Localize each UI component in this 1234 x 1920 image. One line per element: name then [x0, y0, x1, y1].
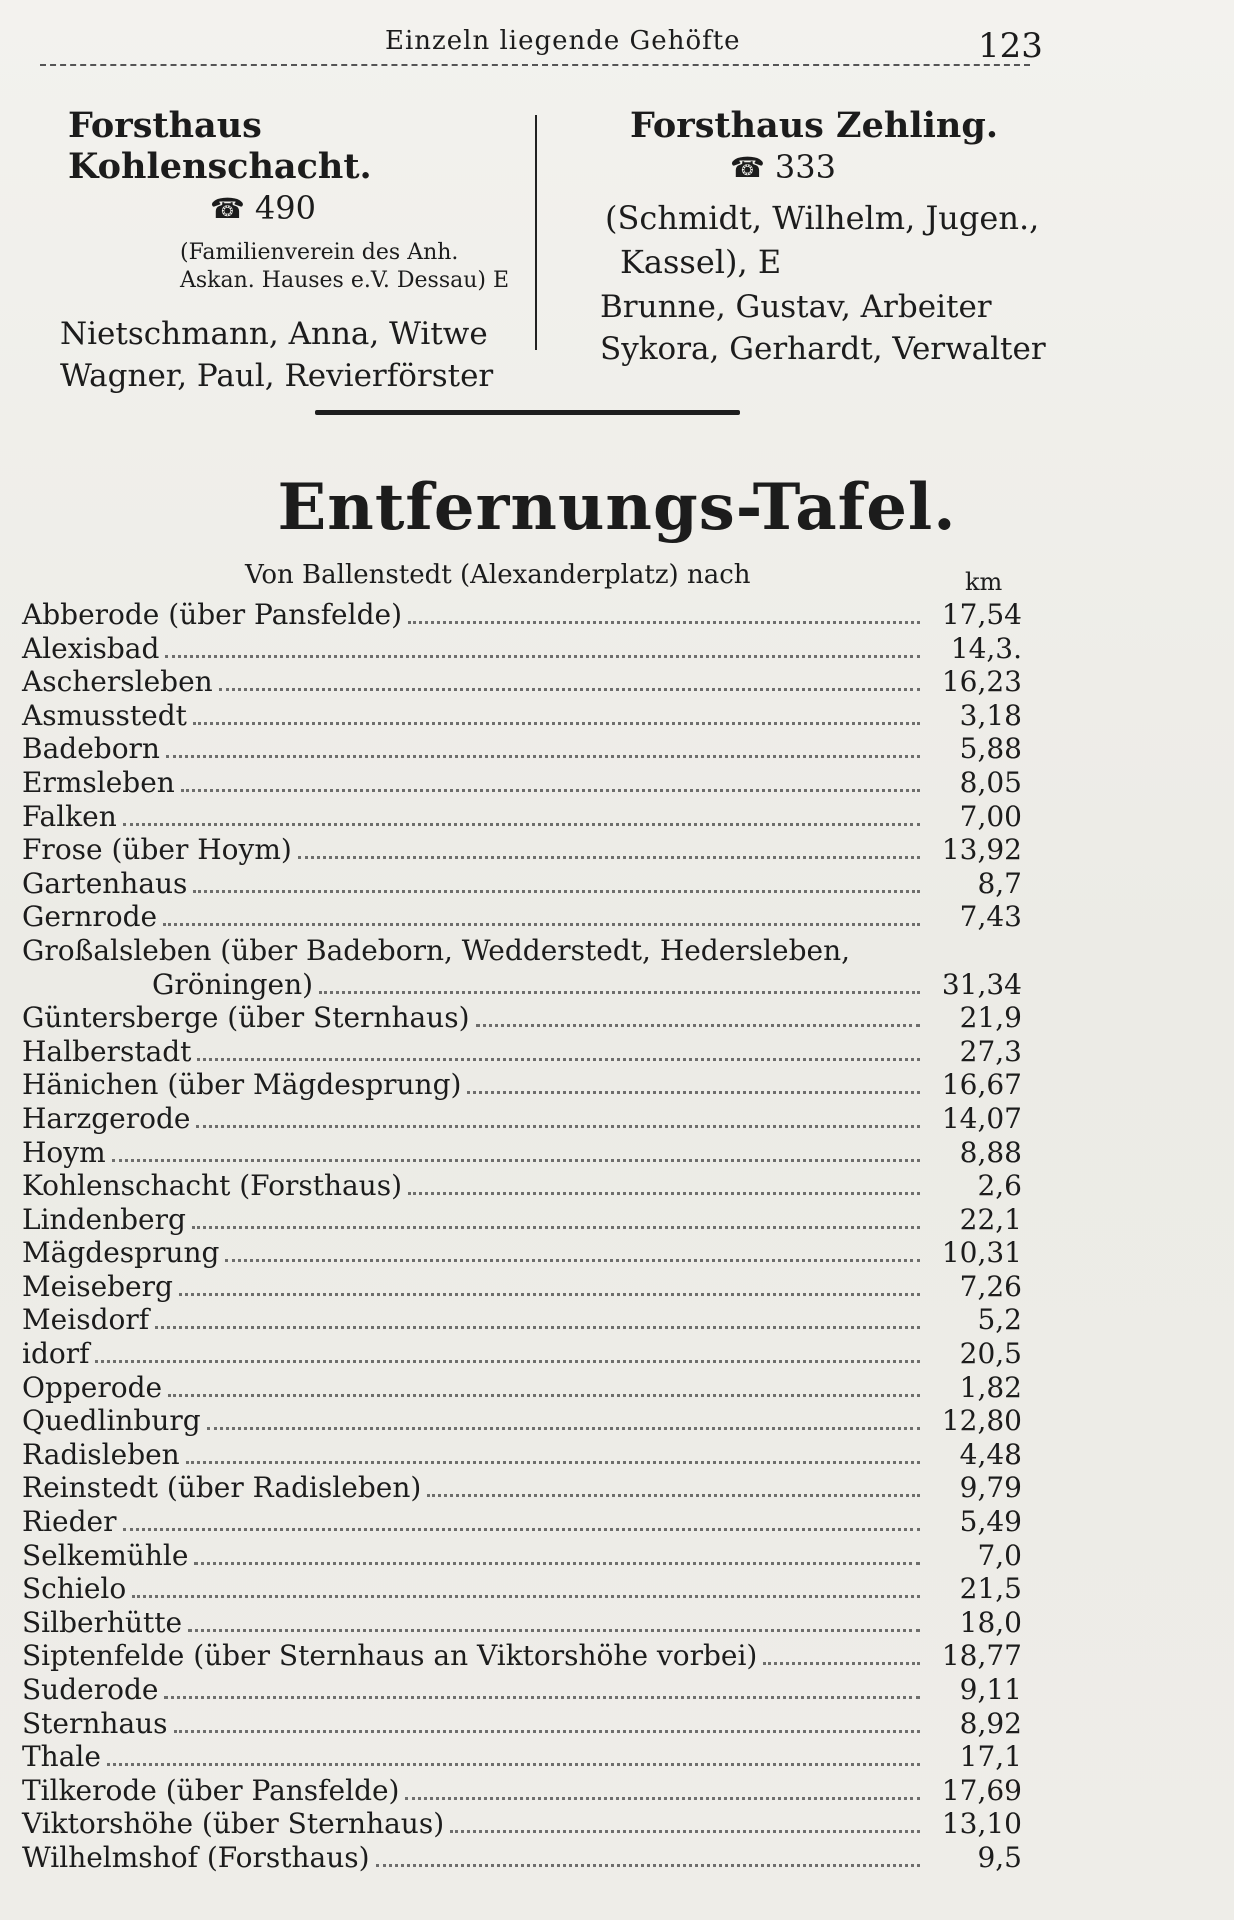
dot-leader	[123, 823, 920, 826]
place-name: Ermsleben	[22, 765, 175, 799]
table-row	[22, 1102, 1022, 1136]
place-name: Meisdorf	[22, 1303, 150, 1337]
dot-leader	[427, 1494, 920, 1497]
table-row	[22, 1505, 1022, 1539]
table-row	[22, 867, 1022, 901]
place-name: Frose (über Hoym)	[22, 833, 292, 867]
place-name: Kohlenschacht (Forsthaus)	[22, 1169, 402, 1203]
place-name: Asmusstedt	[22, 698, 187, 732]
distance-value: 8,92	[959, 1706, 1022, 1740]
dot-leader	[95, 1360, 920, 1363]
distance-value: 17,1	[959, 1740, 1022, 1774]
owner-line: (Familienverein des Anh.	[180, 240, 459, 265]
dot-leader	[408, 1192, 920, 1195]
distance-value: 14,07	[941, 1101, 1022, 1135]
dot-leader	[476, 1024, 921, 1027]
distance-value: 1,82	[959, 1370, 1022, 1404]
distance-value: 10,31	[941, 1236, 1022, 1270]
table-row	[22, 1471, 1022, 1505]
distance-value: 18,77	[941, 1639, 1022, 1673]
place-name: Schielo	[22, 1572, 127, 1606]
distance-value: 13,10	[941, 1807, 1022, 1841]
table-row	[22, 598, 1022, 632]
table-row	[22, 1169, 1022, 1203]
table-row	[22, 1303, 1022, 1337]
place-name: Viktorshöhe (über Sternhaus)	[22, 1807, 445, 1841]
table-row	[22, 968, 1022, 1002]
place-name: Rieder	[22, 1505, 117, 1539]
dot-leader	[408, 621, 920, 624]
place-name: Abberode (über Pansfelde)	[22, 598, 402, 631]
place-name: Aschersleben	[22, 665, 213, 699]
table-row	[22, 1639, 1022, 1673]
dot-leader	[112, 1159, 920, 1162]
distance-value: 8,88	[959, 1135, 1022, 1169]
running-title: Einzeln liegende Gehöfte	[385, 26, 741, 56]
table-row	[22, 699, 1022, 733]
place-name: Tilkerode (über Pansfelde)	[22, 1773, 400, 1807]
place-name: Quedlinburg	[22, 1404, 201, 1438]
distance-value: 21,9	[959, 1001, 1022, 1035]
dot-leader	[107, 1763, 920, 1766]
distance-value: 3,18	[959, 698, 1022, 732]
distance-table	[22, 598, 1022, 1875]
place-name: Falken	[22, 799, 117, 833]
dot-leader	[763, 1662, 920, 1665]
table-row	[22, 1606, 1022, 1640]
table-row	[22, 900, 1022, 934]
estate-entry-kohlenschacht	[60, 105, 520, 397]
dot-leader	[155, 1326, 920, 1329]
dot-leader	[188, 1629, 920, 1632]
place-name: Siptenfelde (über Sternhaus an Viktorshöhe vorbei)	[22, 1639, 758, 1673]
distance-value: 4,48	[959, 1437, 1022, 1471]
place-name: Sternhaus	[22, 1706, 168, 1740]
place-name: Suderode	[22, 1673, 159, 1706]
dot-leader	[193, 722, 920, 725]
table-row	[22, 1371, 1022, 1405]
table-row	[22, 1035, 1022, 1069]
table-row	[22, 1136, 1022, 1170]
place-name: Gernrode	[22, 900, 158, 934]
table-row	[22, 934, 1022, 968]
table-row	[22, 1236, 1022, 1270]
dot-leader	[219, 688, 920, 691]
dot-leader	[405, 1797, 920, 1800]
dot-leader	[166, 755, 920, 758]
resident-line: Nietschmann, Anna, Witwe	[60, 316, 488, 352]
table-row	[22, 800, 1022, 834]
place-name: Radisleben	[22, 1437, 180, 1471]
distance-value: 7,0	[977, 1538, 1022, 1572]
estate-phone	[60, 189, 520, 227]
table-row	[22, 732, 1022, 766]
distance-value: 9,11	[959, 1673, 1022, 1706]
estate-name: Forsthaus Kohlenschacht.	[68, 105, 372, 187]
dot-leader	[225, 1259, 920, 1262]
dot-leader	[194, 1562, 920, 1565]
table-row	[22, 632, 1022, 666]
resident-line: Wagner, Paul, Revierförster	[60, 358, 494, 394]
table-row	[22, 833, 1022, 867]
place-name: Opperode	[22, 1370, 163, 1404]
distance-value: 16,23	[941, 665, 1022, 699]
table-title: Entfernungs-Tafel.	[277, 470, 957, 545]
distance-value: 20,5	[959, 1337, 1022, 1371]
dot-leader	[193, 890, 920, 893]
phone-number: 333	[774, 148, 836, 186]
distance-value: 21,5	[959, 1572, 1022, 1606]
table-row	[22, 1068, 1022, 1102]
dot-leader	[181, 789, 920, 792]
distance-value: 14,3.	[950, 631, 1022, 665]
place-name: Selkemühle	[22, 1538, 189, 1572]
table-row	[22, 665, 1022, 699]
table-row	[22, 1841, 1022, 1875]
dot-leader	[467, 1091, 920, 1094]
dot-leader	[376, 1864, 920, 1867]
table-row	[22, 1774, 1022, 1808]
distance-value: 7,00	[959, 799, 1022, 833]
owner-line: Kassel), E	[620, 243, 782, 281]
page-number: 123	[978, 26, 1043, 66]
table-row	[22, 1572, 1022, 1606]
distance-value: 7,43	[959, 900, 1022, 934]
distance-value: 22,1	[959, 1202, 1022, 1236]
distance-value: 8,05	[959, 765, 1022, 799]
unit-label: km	[965, 568, 1003, 596]
place-name: Hoym	[22, 1135, 106, 1169]
distance-value: 17,54	[941, 598, 1022, 631]
place-name: Thale	[22, 1740, 101, 1774]
table-row	[22, 1740, 1022, 1774]
table-row	[22, 1270, 1022, 1304]
resident-line: Sykora, Gerhardt, Verwalter	[600, 331, 1046, 367]
dot-leader	[174, 1730, 920, 1733]
distance-value: 18,0	[959, 1605, 1022, 1639]
place-name: Harzgerode	[22, 1101, 191, 1135]
dot-leader	[450, 1830, 920, 1833]
distance-value: 13,92	[941, 833, 1022, 867]
table-row	[22, 1203, 1022, 1237]
resident-line: Brunne, Gustav, Arbeiter	[600, 289, 992, 325]
place-name: Silberhütte	[22, 1605, 183, 1639]
dot-leader	[196, 1125, 920, 1128]
dot-leader	[186, 1461, 920, 1464]
distance-value: 5,88	[959, 732, 1022, 766]
distance-value: 17,69	[941, 1773, 1022, 1807]
dot-leader	[207, 1427, 920, 1430]
estate-phone	[600, 148, 1050, 186]
dot-leader	[163, 923, 920, 926]
place-name: Halberstadt	[22, 1034, 192, 1068]
place-name: Reinstedt (über Radisleben)	[22, 1471, 422, 1505]
telephone-icon: ☎	[210, 191, 245, 225]
place-name: Wilhelmshof (Forsthaus)	[22, 1840, 370, 1874]
telephone-icon: ☎	[730, 150, 765, 184]
distance-value: 5,2	[977, 1303, 1022, 1337]
dot-leader	[164, 1696, 920, 1699]
place-name: Güntersberge (über Sternhaus)	[22, 1001, 470, 1035]
dot-leader	[298, 856, 920, 859]
owner-line: (Schmidt, Wilhelm, Jugen.,	[605, 199, 1040, 237]
table-row	[22, 1707, 1022, 1741]
place-name: Großalsleben (über Badeborn, Wedderstedt, Hedersleben,	[22, 933, 851, 967]
place-name: Gröningen)	[152, 967, 314, 1001]
dot-leader	[168, 1394, 920, 1397]
table-row	[22, 1001, 1022, 1035]
distance-value: 9,79	[959, 1471, 1022, 1505]
running-head	[0, 18, 1234, 68]
distance-value: 2,6	[977, 1169, 1022, 1203]
table-row	[22, 1404, 1022, 1438]
distance-value: 27,3	[959, 1034, 1022, 1068]
place-name: Hänichen (über Mägdesprung)	[22, 1068, 462, 1102]
distance-value: 16,67	[941, 1068, 1022, 1102]
distance-value: 7,26	[959, 1269, 1022, 1303]
estate-entry-zehling	[600, 105, 1050, 370]
distance-value: 31,34	[941, 967, 1022, 1001]
table-row	[22, 1673, 1022, 1707]
dot-leader	[123, 1528, 921, 1531]
dot-leader	[165, 655, 920, 658]
section-rule	[315, 410, 740, 415]
place-name: Badeborn	[22, 732, 160, 766]
table-row	[22, 766, 1022, 800]
place-name: idorf	[22, 1337, 90, 1371]
distance-value: 5,49	[959, 1505, 1022, 1539]
table-row	[22, 1337, 1022, 1371]
dot-leader	[192, 1226, 920, 1229]
dot-leader	[319, 991, 920, 994]
table-row	[22, 1539, 1022, 1573]
place-name: Lindenberg	[22, 1202, 186, 1236]
table-row	[22, 1807, 1022, 1841]
place-name: Meiseberg	[22, 1269, 173, 1303]
place-name: Gartenhaus	[22, 866, 188, 900]
column-divider	[535, 115, 537, 350]
dot-leader	[197, 1058, 920, 1061]
table-row	[22, 1438, 1022, 1472]
distance-value: 9,5	[977, 1840, 1022, 1874]
owner-line: Askan. Hauses e.V. Dessau) E	[180, 268, 510, 293]
dot-leader	[132, 1595, 920, 1598]
phone-number: 490	[254, 189, 316, 227]
table-subtitle: Von Ballenstedt (Alexanderplatz) nach	[245, 560, 751, 590]
estate-name: Forsthaus Zehling.	[630, 105, 999, 146]
place-name: Mägdesprung	[22, 1236, 220, 1270]
dot-leader	[179, 1293, 920, 1296]
distance-value: 8,7	[977, 866, 1022, 900]
place-name: Alexisbad	[22, 631, 160, 665]
distance-value: 12,80	[941, 1404, 1022, 1438]
header-rule	[40, 64, 1030, 66]
